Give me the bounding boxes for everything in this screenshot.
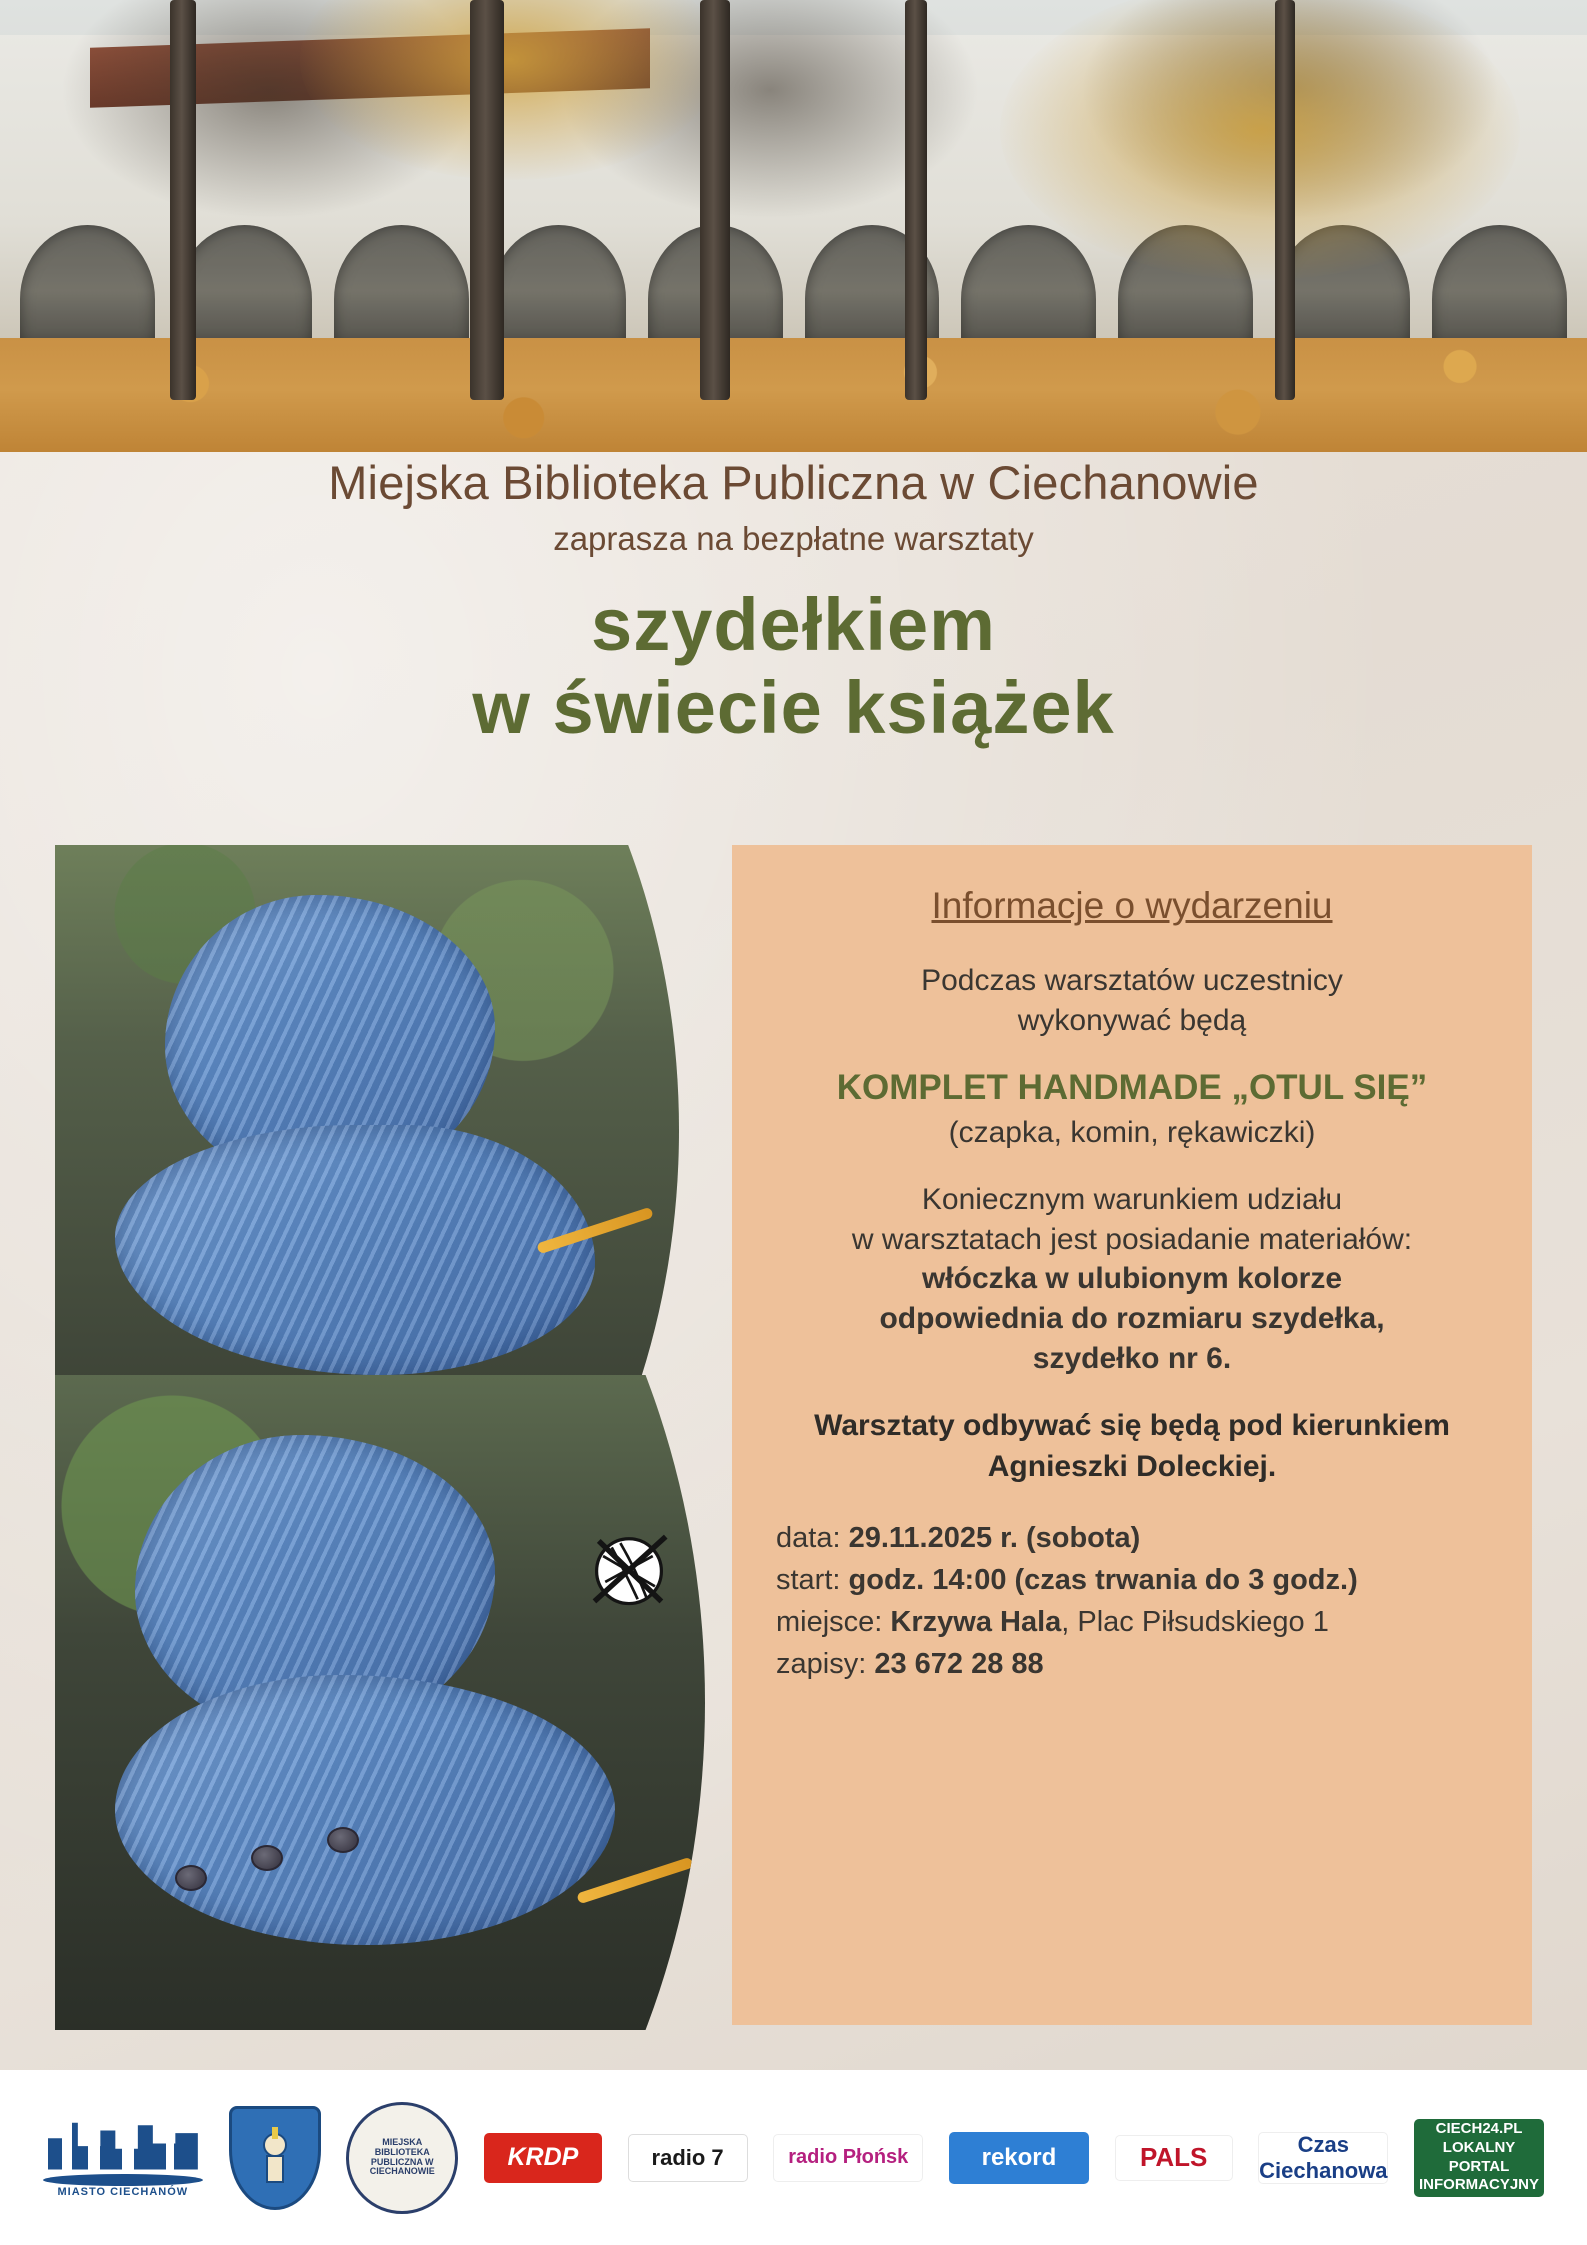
city-wave-icon (43, 2174, 203, 2186)
logo-miasto-ciechanow-label: MIASTO CIECHANÓW (57, 2185, 189, 2198)
photo-hat-background (55, 845, 705, 1415)
logo-radio7 (628, 2103, 748, 2213)
detail-date-label: data: (776, 1522, 841, 1555)
crochet-glove-lower (115, 1675, 615, 1945)
detail-place-venue: Krzywa Hala (890, 1606, 1062, 1639)
detail-date-value: 29.11.2025 r. (sobota) (848, 1522, 1141, 1555)
tree-trunk (470, 0, 504, 400)
city-skyline-icon (48, 2118, 198, 2170)
logo-miasto-ciechanow (43, 2103, 203, 2213)
arch (334, 225, 469, 345)
ciech24-badge: CIECH24.PL LOKALNY PORTAL INFORMACYJNY (1414, 2119, 1544, 2197)
logo-mbp-ciechanow (346, 2103, 458, 2213)
logo-ciech24 (1414, 2103, 1544, 2213)
partner-logos-footer (0, 2070, 1587, 2245)
detail-signup-value: 23 672 28 88 (874, 1648, 1044, 1681)
hero-photo (0, 0, 1587, 452)
yarn-ball-icon (575, 1515, 683, 1623)
logo-krdp (484, 2103, 602, 2213)
intro-paragraph (768, 961, 1496, 1040)
krdp-badge: KRDP (484, 2133, 602, 2183)
arch (961, 225, 1096, 345)
autumn-leaves-ground (0, 338, 1587, 452)
requirements-line-2: w warsztatach jest posiadanie materiałów: (851, 1222, 1413, 1256)
logo-pals (1115, 2103, 1233, 2213)
detail-start-label: start: (776, 1564, 841, 1597)
logo-radio-rekord (949, 2103, 1089, 2213)
leader-line-1: Warsztaty odbywać się będą pod kierunkiem (814, 1409, 1450, 1443)
detail-date (776, 1517, 1496, 1559)
requirements-line-4: odpowiednia do rozmiaru szydełka, (879, 1301, 1385, 1335)
arch (1432, 225, 1567, 345)
coat-of-arms-icon (229, 2106, 321, 2210)
workshop-leader (768, 1406, 1496, 1487)
requirements-line-3: włóczka w ulubionym kolorze (921, 1262, 1343, 1296)
invitation-text: zaprasza na bezpłatne warsztaty (553, 520, 1034, 557)
photo-gloves-background (55, 1375, 705, 2030)
leader-line-2: Agnieszki Doleckiej. (987, 1449, 1277, 1483)
detail-signup (776, 1643, 1496, 1685)
library-seal-icon (346, 2102, 458, 2214)
kit-title: KOMPLET HANDMADE „OTUL SIĘ” (836, 1068, 1428, 1108)
photo-hat-and-cowl (55, 845, 705, 1415)
organization-name: Miejska Biblioteka Publiczna w Ciechanowie (328, 456, 1259, 509)
event-details (768, 1517, 1496, 1685)
intro-line-1: Podczas warsztatów uczestnicy (921, 964, 1343, 997)
logo-herb-ciechanowa (229, 2103, 321, 2213)
detail-start (776, 1559, 1496, 1601)
title-line-1: szydełkiem (591, 583, 996, 666)
detail-start-value: godz. 14:00 (czas trwania do 3 godz.) (848, 1564, 1358, 1597)
requirements-line-5: szydełko nr 6. (1032, 1341, 1232, 1375)
glove-button (327, 1827, 359, 1853)
header-block (0, 455, 1587, 750)
radio7-badge: radio 7 (628, 2134, 748, 2182)
glove-button (175, 1865, 207, 1891)
requirements-paragraph (768, 1180, 1496, 1378)
pals-badge: PALS (1115, 2135, 1233, 2181)
arch (20, 225, 155, 345)
tree-trunk (700, 0, 730, 400)
logo-czas-ciechanowa (1258, 2103, 1388, 2213)
requirements-line-1: Koniecznym warunkiem udziału (921, 1183, 1343, 1217)
photo-gloves (55, 1375, 705, 2030)
tree-trunk (170, 0, 196, 400)
intro-line-2: wykonywać będą (1017, 1003, 1247, 1037)
logo-mbp-label: MIEJSKA BIBLIOTEKA PUBLICZNA W CIECHANOWIE (369, 2136, 435, 2177)
page-title (0, 584, 1587, 750)
info-heading: Informacje o wydarzeniu (931, 885, 1333, 926)
crochet-cowl (115, 1125, 595, 1375)
tree-trunk (905, 0, 927, 400)
detail-place-address: , Plac Piłsudskiego 1 (1061, 1606, 1329, 1639)
detail-place (776, 1601, 1496, 1643)
tree-trunk (1275, 0, 1295, 400)
radio-plonsk-badge: radio Płońsk (773, 2134, 923, 2182)
kit-subtitle: (czapka, komin, rękawiczki) (948, 1116, 1316, 1150)
detail-place-label: miejsce: (776, 1606, 883, 1639)
photo-column (55, 845, 710, 2030)
rekord-badge: rekord (949, 2132, 1089, 2184)
arch (177, 225, 312, 345)
logo-radio-plonsk (773, 2103, 923, 2213)
czas-ciechanowa-badge: Czas Ciechanowa (1259, 2131, 1388, 2183)
title-line-2: w świecie książek (472, 665, 1115, 749)
event-info-panel (732, 845, 1532, 2025)
detail-signup-label: zapisy: (776, 1648, 867, 1681)
arch (491, 225, 626, 345)
glove-button (251, 1845, 283, 1871)
